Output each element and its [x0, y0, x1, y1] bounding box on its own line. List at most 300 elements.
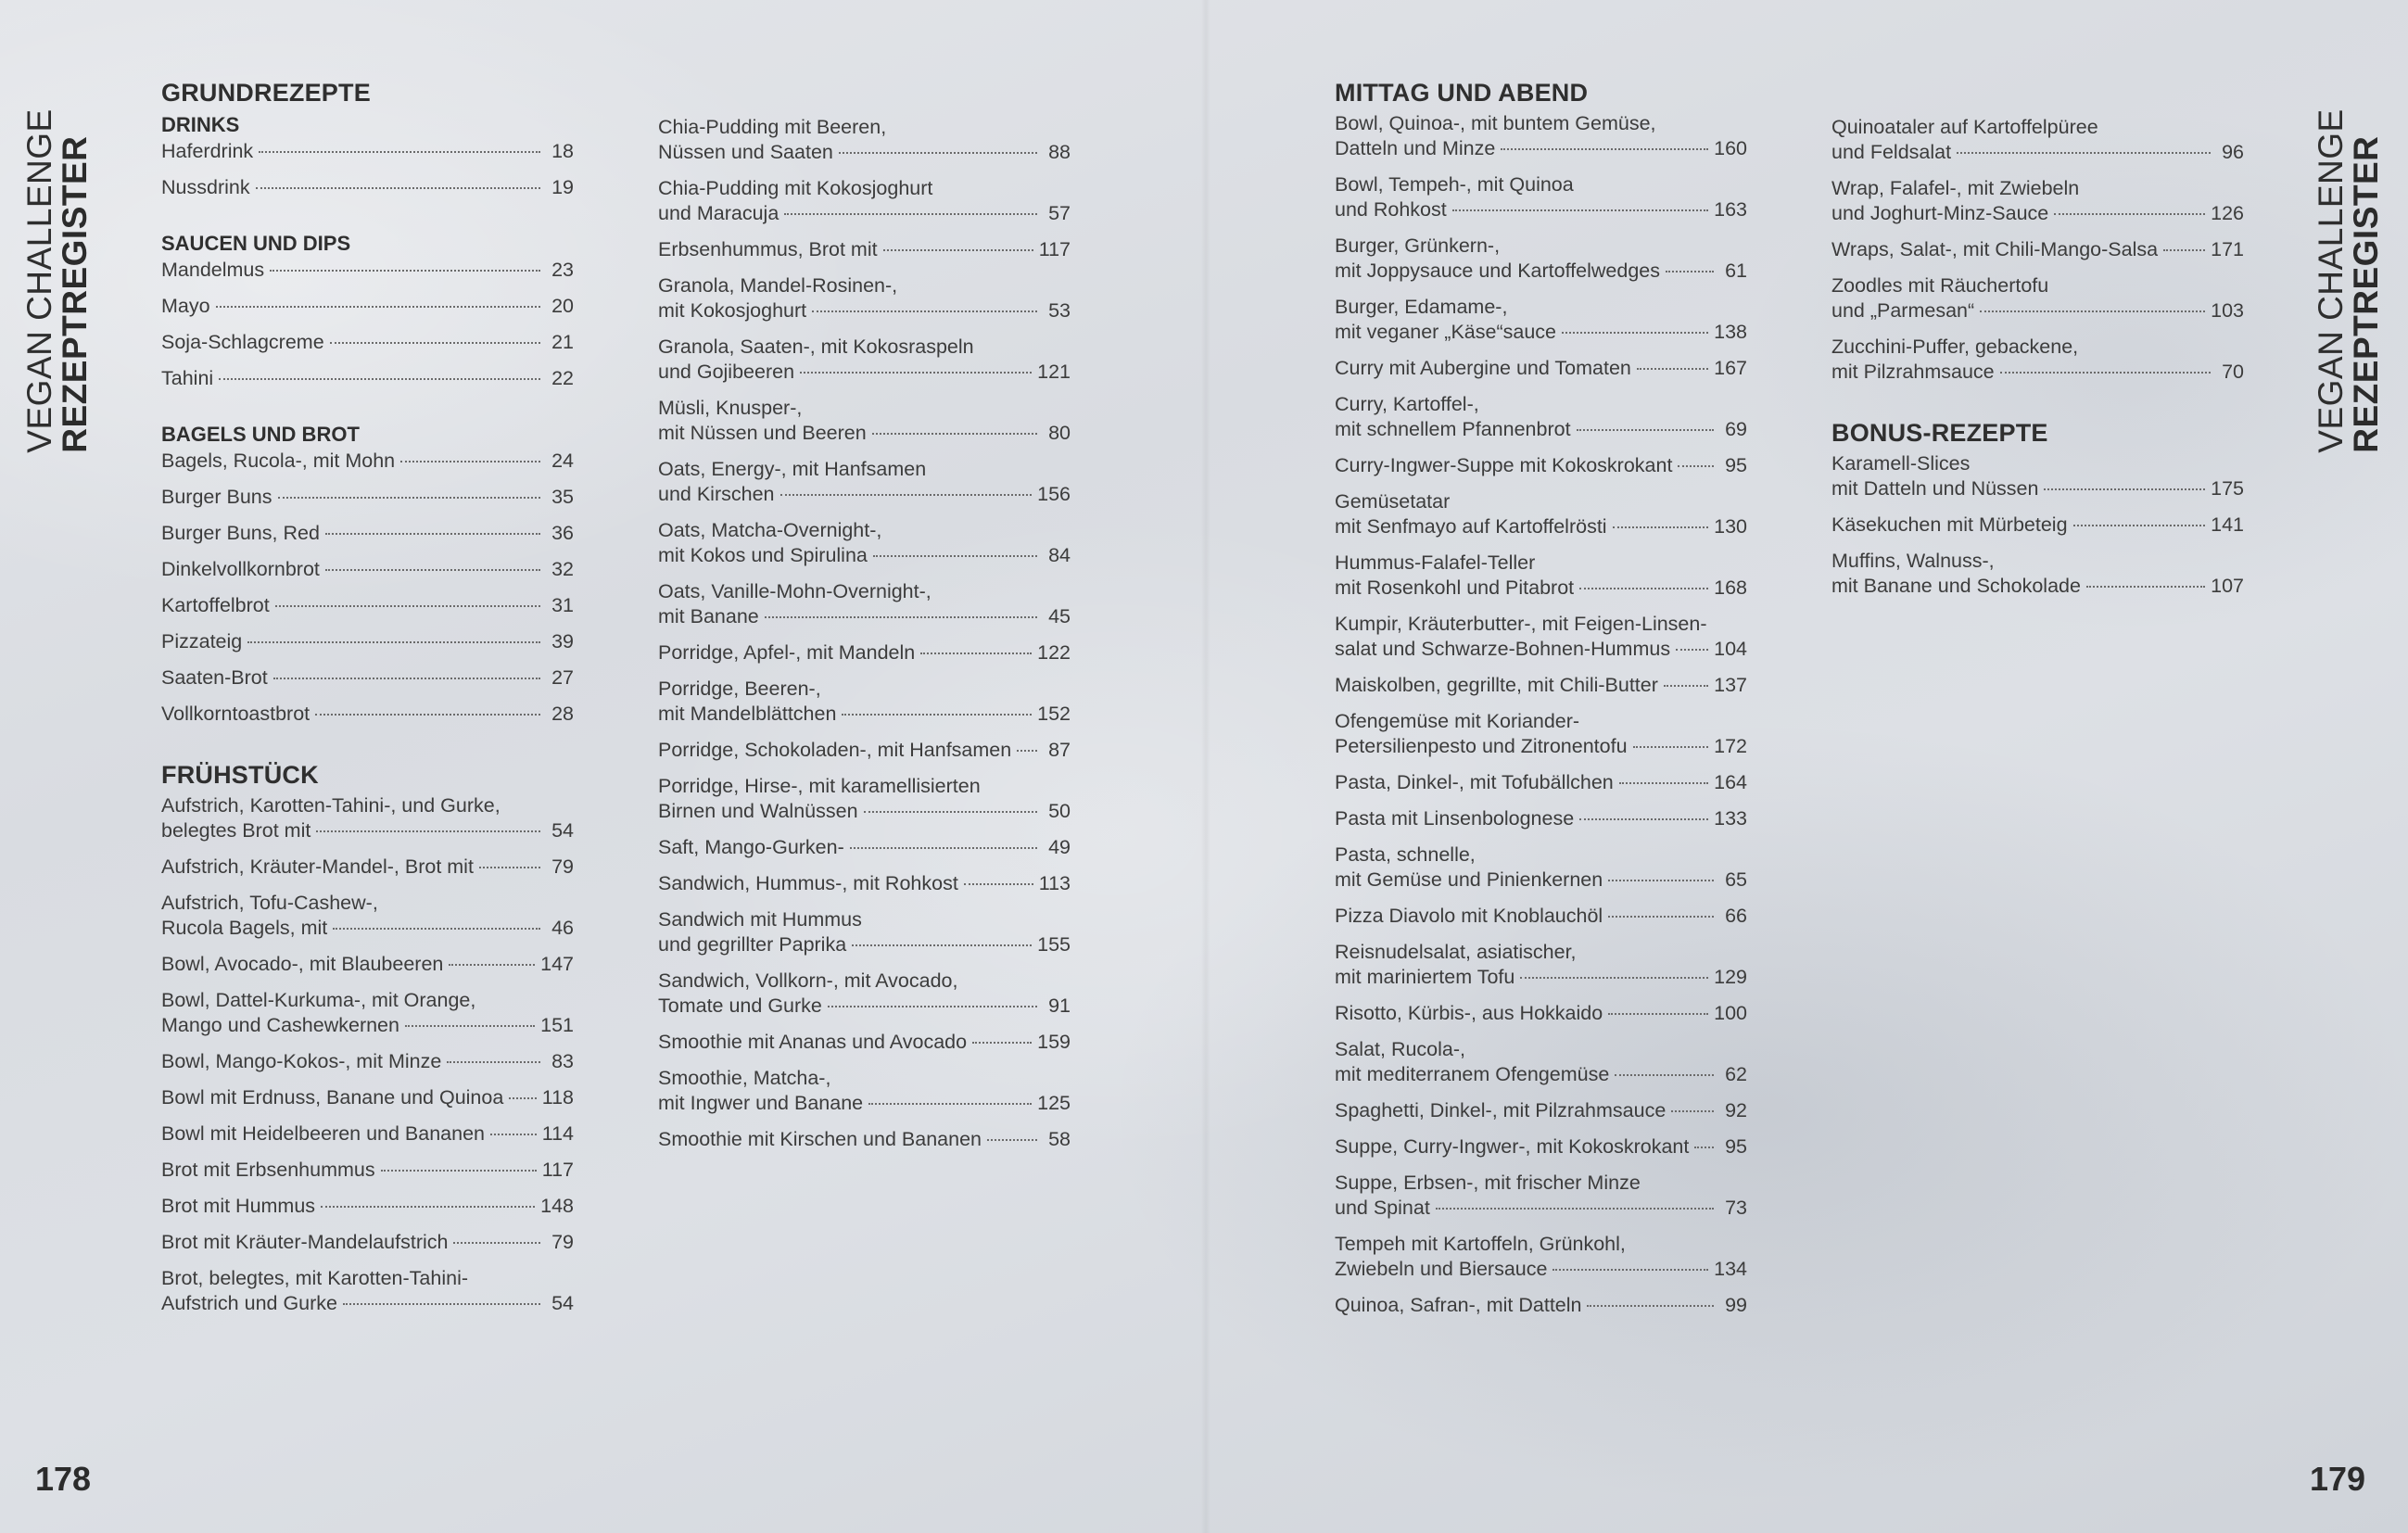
entry-title-line1: Suppe, Erbsen-, mit frischer Minze [1335, 1172, 1641, 1194]
entry-page-number: 121 [1037, 361, 1071, 383]
entry-title: mit Datteln und Nüssen [1831, 477, 2039, 500]
entry-title: Porridge, Apfel-, mit Mandeln [658, 641, 916, 664]
entry-page-number: 19 [551, 176, 574, 198]
entry-title-line1: Quinoataler auf Kartoffelpüree [1831, 116, 2098, 138]
entry-line [658, 1030, 1071, 1055]
entry-title: Smoothie mit Ananas und Avocado [658, 1031, 968, 1053]
entry-line [1335, 637, 1747, 662]
index-entry [1335, 843, 1747, 893]
entry-title: und Rohkost [1335, 198, 1447, 221]
dot-leader [316, 830, 540, 832]
dot-leader [1577, 429, 1714, 431]
dot-leader [330, 342, 540, 344]
entry-title: Pizzateig [161, 630, 243, 652]
entry-title: Dinkelvollkornbrot [161, 558, 320, 580]
entry-title: mit Kokos und Spirulina [658, 544, 868, 566]
dot-leader [1671, 1110, 1714, 1112]
entry-page-number: 118 [541, 1086, 574, 1109]
index-entry [1335, 806, 1747, 831]
index-entry [161, 366, 574, 391]
entry-title: Bowl, Avocado-, mit Blaubeeren [161, 953, 444, 975]
dot-leader [964, 883, 1033, 885]
index-entry [1335, 1171, 1747, 1221]
entry-line [161, 139, 574, 164]
entry-title: mit Gemüse und Pinienkernen [1335, 868, 1603, 891]
entry-line [1335, 1196, 1747, 1221]
entry-list-mittag-cont [1831, 115, 2244, 385]
entry-title-line1: Aufstrich, Tofu-Cashew-, [161, 892, 378, 914]
entry-title: mit mediterranem Ofengemüse [1335, 1063, 1610, 1085]
dot-leader [1957, 152, 2211, 154]
spine-line1: VEGAN CHALLENGE [2312, 108, 2350, 453]
index-entry [1831, 176, 2244, 226]
entry-title: Aufstrich und Gurke [161, 1292, 338, 1314]
entry-line [161, 1121, 574, 1147]
dot-leader [828, 1006, 1037, 1007]
index-entry [658, 335, 1071, 385]
entry-page-number: 95 [1725, 454, 1747, 476]
index-entry [1831, 451, 2244, 501]
index-entry [1335, 673, 1747, 698]
entry-title-line1: Kumpir, Kräuterbutter-, mit Feigen-Linsen- [1335, 613, 1707, 635]
index-entry [161, 1266, 574, 1316]
dot-leader [1501, 148, 1708, 150]
entry-page-number: 27 [551, 666, 574, 689]
dot-leader [278, 497, 540, 499]
entry-title-line1: Oats, Matcha-Overnight-, [658, 519, 882, 541]
entry-title-line1: Aufstrich, Karotten-Tahini-, und Gurke, [161, 794, 501, 817]
dot-leader [219, 378, 540, 380]
entry-page-number: 23 [551, 259, 574, 281]
entry-title: Soja-Schlagcreme [161, 331, 324, 353]
entry-page-number: 61 [1725, 260, 1747, 282]
entry-title: Aufstrich, Kräuter-Mandel-, Brot mit [161, 855, 474, 878]
entry-page-number: 113 [1038, 872, 1071, 894]
index-entry [161, 139, 574, 164]
dot-leader [1553, 1269, 1708, 1271]
index-entry [161, 1158, 574, 1183]
entry-page-number: 138 [1714, 321, 1747, 343]
index-entry [161, 1194, 574, 1219]
entry-line [1831, 476, 2244, 501]
entry-list-bonus [1831, 451, 2244, 599]
entry-title-line1: Wrap, Falafel-, mit Zwiebeln [1831, 177, 2080, 199]
entry-page-number: 160 [1714, 137, 1747, 159]
entry-line [1335, 1257, 1747, 1282]
index-entry [658, 237, 1071, 262]
index-entry [658, 677, 1071, 727]
index-entry [1335, 1232, 1747, 1282]
entry-title: und Feldsalat [1831, 141, 1952, 163]
entry-page-number: 54 [551, 1292, 574, 1314]
entry-list-saucen [161, 258, 574, 391]
dot-leader [2086, 586, 2205, 588]
entry-page-number: 147 [540, 953, 574, 975]
entry-line [1335, 453, 1747, 478]
entry-title-line1: Gemüsetatar [1335, 490, 1451, 513]
entry-line [1335, 259, 1747, 284]
entry-title: Pasta mit Linsenbolognese [1335, 807, 1575, 830]
entry-title-line1: Karamell-Slices [1831, 452, 1971, 475]
entry-title: Brot mit Hummus [161, 1195, 316, 1217]
index-entry [658, 1030, 1071, 1055]
entry-title: Suppe, Curry-Ingwer-, mit Kokoskrokant [1335, 1135, 1690, 1158]
dot-leader [2073, 525, 2206, 526]
section-heading: FRÜHSTÜCK [161, 761, 319, 789]
dot-leader [333, 928, 540, 930]
entry-title-line1: Granola, Mandel-Rosinen-, [658, 274, 898, 297]
entry-page-number: 65 [1725, 868, 1747, 891]
entry-title: Käsekuchen mit Mürbeteig [1831, 513, 2068, 536]
entry-list-mittag [1335, 111, 1747, 1318]
entry-page-number: 80 [1048, 422, 1071, 444]
entry-line [161, 258, 574, 283]
entry-line [658, 543, 1071, 568]
index-entry [161, 855, 574, 880]
entry-line [1831, 513, 2244, 538]
dot-leader [216, 306, 540, 308]
entry-line [658, 738, 1071, 763]
index-entry [1335, 453, 1747, 478]
entry-line [658, 835, 1071, 860]
entry-line [658, 994, 1071, 1019]
section-heading: MITTAG UND ABEND [1335, 79, 1589, 107]
index-entry [1831, 335, 2244, 385]
entry-title: und gegrillter Paprika [658, 933, 847, 956]
entry-line [161, 629, 574, 654]
entry-page-number: 163 [1714, 198, 1747, 221]
dot-leader [1608, 1013, 1708, 1015]
dot-leader [987, 1139, 1037, 1141]
entry-title-line1: Salat, Rucola-, [1335, 1038, 1466, 1060]
dot-leader [275, 605, 540, 607]
entry-title: mit schnellem Pfannenbrot [1335, 418, 1571, 440]
entry-title: Smoothie mit Kirschen und Bananen [658, 1128, 982, 1150]
entry-title: Datteln und Minze [1335, 137, 1496, 159]
entry-line [658, 702, 1071, 727]
entry-title: Spaghetti, Dinkel-, mit Pilzrahmsauce [1335, 1099, 1667, 1121]
entry-page-number: 148 [540, 1195, 574, 1217]
dot-leader [883, 249, 1033, 251]
entry-title: Mayo [161, 295, 210, 317]
dot-leader [1452, 209, 1708, 211]
index-entry [1335, 1037, 1747, 1087]
entry-title: Nüssen und Saaten [658, 141, 833, 163]
entry-line [658, 201, 1071, 226]
entry-title-line1: Muffins, Walnuss-, [1831, 550, 1995, 572]
dot-leader [1615, 1074, 1714, 1076]
entry-line [161, 702, 574, 727]
page-number-left: 178 [35, 1460, 92, 1498]
entry-title: Brot mit Kräuter-Mandelaufstrich [161, 1231, 449, 1253]
dot-leader [920, 652, 1032, 654]
entry-line [1335, 868, 1747, 893]
dot-leader [247, 641, 540, 643]
entry-title: belegtes Brot mit [161, 819, 311, 842]
dot-leader [1619, 782, 1708, 784]
entry-line [1335, 1001, 1747, 1026]
index-entry [1335, 940, 1747, 990]
index-column-1 [161, 74, 574, 1327]
index-entry [161, 258, 574, 283]
entry-line [161, 1194, 574, 1219]
entry-title: Sandwich, Hummus-, mit Rohkost [658, 872, 958, 894]
index-entry [658, 1127, 1071, 1152]
entry-page-number: 36 [551, 522, 574, 544]
entry-line [658, 799, 1071, 824]
index-entry [658, 835, 1071, 860]
entry-title-line1: Ofengemüse mit Koriander- [1335, 710, 1580, 732]
entry-line [1335, 320, 1747, 345]
index-entry [161, 485, 574, 510]
entry-page-number: 70 [2222, 361, 2244, 383]
entry-page-number: 151 [540, 1014, 574, 1036]
entry-line [658, 1127, 1071, 1152]
index-entry [1335, 295, 1747, 345]
index-entry [161, 449, 574, 474]
entry-line [1335, 417, 1747, 442]
dot-leader [1579, 588, 1708, 589]
entry-line [1831, 140, 2244, 165]
entry-page-number: 100 [1714, 1002, 1747, 1024]
entry-page-number: 134 [1714, 1258, 1747, 1280]
index-entry [658, 115, 1071, 165]
entry-title-line1: Chia-Pudding mit Kokosjoghurt [658, 177, 933, 199]
entry-line [1831, 360, 2244, 385]
index-entry [161, 294, 574, 319]
entry-line [1335, 1098, 1747, 1123]
entry-title: mit mariniertem Tofu [1335, 966, 1515, 988]
entry-title: Vollkorntoastbrot [161, 703, 311, 725]
entry-title: Bowl, Mango-Kokos-, mit Minze [161, 1050, 442, 1072]
entry-page-number: 57 [1048, 202, 1071, 224]
dot-leader [1436, 1208, 1714, 1210]
entry-line [1335, 965, 1747, 990]
dot-leader [1694, 1147, 1714, 1148]
entry-title-line1: Burger, Grünkern-, [1335, 234, 1501, 257]
dot-leader [852, 944, 1032, 946]
entry-page-number: 99 [1725, 1294, 1747, 1316]
entry-line [161, 1013, 574, 1038]
entry-page-number: 49 [1048, 836, 1071, 858]
entry-title: mit Senfmayo auf Kartoffelrösti [1335, 515, 1607, 538]
entry-page-number: 35 [551, 486, 574, 508]
dot-leader [864, 811, 1037, 813]
dot-leader [343, 1303, 540, 1305]
entry-line [161, 665, 574, 690]
entry-page-number: 32 [551, 558, 574, 580]
entry-title-line1: Bowl, Tempeh-, mit Quinoa [1335, 173, 1574, 196]
dot-leader [321, 1206, 535, 1208]
entry-title: Mango und Cashewkernen [161, 1014, 399, 1036]
entry-title: mit Banane und Schokolade [1831, 575, 2081, 597]
entry-title: und Kirschen [658, 483, 775, 505]
index-entry [658, 273, 1071, 323]
entry-line [1335, 1062, 1747, 1087]
index-entry [161, 1049, 574, 1074]
dot-leader [1676, 649, 1708, 651]
entry-title-line1: Zucchini-Puffer, gebackene, [1831, 336, 2079, 358]
entry-title: mit Ingwer und Banane [658, 1092, 864, 1114]
dot-leader [1980, 310, 2205, 312]
entry-page-number: 175 [2211, 477, 2244, 500]
entry-line [1335, 904, 1747, 929]
dot-leader [2000, 372, 2211, 374]
entry-line [1831, 574, 2244, 599]
entry-page-number: 137 [1714, 674, 1747, 696]
entry-title: Burger Buns, Red [161, 522, 320, 544]
index-entry [1335, 612, 1747, 662]
entry-line [161, 952, 574, 977]
entry-page-number: 83 [551, 1050, 574, 1072]
index-entry [1335, 770, 1747, 795]
index-entry [658, 1066, 1071, 1116]
entry-page-number: 53 [1048, 299, 1071, 322]
entry-page-number: 117 [1038, 238, 1071, 260]
entry-line [161, 330, 574, 355]
index-entry [161, 330, 574, 355]
entry-title: Burger Buns [161, 486, 272, 508]
entry-page-number: 31 [551, 594, 574, 616]
dot-leader [381, 1170, 537, 1172]
entry-title: Bagels, Rucola-, mit Mohn [161, 450, 396, 472]
entry-page-number: 28 [551, 703, 574, 725]
entry-title: Pizza Diavolo mit Knoblauchöl [1335, 905, 1603, 927]
index-entry [1335, 551, 1747, 601]
entry-title: Pasta, Dinkel-, mit Tofubällchen [1335, 771, 1614, 793]
dot-leader [259, 151, 540, 153]
dot-leader [800, 372, 1032, 374]
entry-title: Curry mit Aubergine und Tomaten [1335, 357, 1631, 379]
index-entry [658, 969, 1071, 1019]
entry-title: Nussdrink [161, 176, 250, 198]
entry-title: mit veganer „Käse“sauce [1335, 321, 1556, 343]
entry-line [161, 521, 574, 546]
index-entry [1831, 237, 2244, 262]
entry-page-number: 79 [551, 855, 574, 878]
entry-title-line1: Reisnudelsalat, asiatischer, [1335, 941, 1577, 963]
dot-leader [1613, 526, 1709, 528]
entry-title: Tahini [161, 367, 214, 389]
dot-leader [447, 1061, 540, 1063]
entry-line [161, 818, 574, 843]
entry-title-line1: Granola, Saaten-, mit Kokosraspeln [658, 336, 974, 358]
index-entry [658, 640, 1071, 665]
entry-line [658, 140, 1071, 165]
entry-line [161, 1291, 574, 1316]
entry-page-number: 91 [1048, 995, 1071, 1017]
entry-title: und Joghurt-Minz-Sauce [1831, 202, 2049, 224]
entry-title: mit Nüssen und Beeren [658, 422, 867, 444]
entry-page-number: 88 [1048, 141, 1071, 163]
dot-leader [273, 678, 540, 679]
entry-page-number: 107 [2211, 575, 2244, 597]
index-entry [161, 629, 574, 654]
entry-page-number: 18 [551, 140, 574, 162]
entry-line [161, 916, 574, 941]
entry-page-number: 73 [1725, 1197, 1747, 1219]
dot-leader [868, 1103, 1032, 1105]
entry-list-bagels [161, 449, 574, 727]
entry-line [1831, 237, 2244, 262]
index-entry [1335, 1001, 1747, 1026]
entry-page-number: 171 [2211, 238, 2244, 260]
index-entry [1335, 172, 1747, 222]
entry-title: und „Parmesan“ [1831, 299, 1975, 322]
dot-leader [839, 152, 1037, 154]
dot-leader [872, 433, 1037, 435]
entry-page-number: 96 [2222, 141, 2244, 163]
entry-title-line1: Curry, Kartoffel-, [1335, 393, 1479, 415]
subsection-heading: BAGELS UND BROT [161, 423, 360, 446]
dot-leader [1017, 750, 1037, 752]
entry-line [658, 604, 1071, 629]
entry-page-number: 46 [551, 917, 574, 939]
entry-page-number: 159 [1037, 1031, 1071, 1053]
index-entry [1335, 709, 1747, 759]
entry-page-number: 130 [1714, 515, 1747, 538]
index-entry [161, 1121, 574, 1147]
entry-page-number: 95 [1725, 1135, 1747, 1158]
dot-leader [1637, 368, 1708, 370]
dot-leader [784, 213, 1037, 215]
entry-title-line1: Sandwich mit Hummus [658, 908, 862, 931]
dot-leader [509, 1097, 536, 1099]
entry-title-line1: Oats, Energy-, mit Hanfsamen [658, 458, 927, 480]
entry-line [658, 1091, 1071, 1116]
entry-line [658, 298, 1071, 323]
entry-line [658, 360, 1071, 385]
index-entry [161, 1085, 574, 1110]
entry-line [161, 485, 574, 510]
entry-title: Risotto, Kürbis-, aus Hokkaido [1335, 1002, 1603, 1024]
entry-page-number: 164 [1714, 771, 1747, 793]
index-entry [161, 952, 574, 977]
spine-line1: VEGAN CHALLENGE [20, 108, 58, 453]
entry-page-number: 155 [1037, 933, 1071, 956]
entry-line [161, 175, 574, 200]
entry-title-line1: Sandwich, Vollkorn-, mit Avocado, [658, 969, 958, 992]
entry-title: mit Rosenkohl und Pitabrot [1335, 576, 1575, 599]
entry-title-line1: Hummus-Falafel-Teller [1335, 551, 1536, 574]
entry-title-line1: Burger, Edamame-, [1335, 296, 1508, 318]
entry-line [1335, 770, 1747, 795]
spine-line2: REZEPTREGISTER [2347, 135, 2385, 453]
entry-page-number: 156 [1037, 483, 1071, 505]
entry-page-number: 103 [2211, 299, 2244, 322]
entry-title: Curry-Ingwer-Suppe mit Kokoskrokant [1335, 454, 1673, 476]
entry-title-line1: Müsli, Knusper-, [658, 397, 803, 419]
entry-line [1831, 298, 2244, 323]
dot-leader [1520, 977, 1708, 979]
dot-leader [449, 964, 535, 966]
index-entry [658, 518, 1071, 568]
index-column-2 [658, 115, 1071, 1163]
entry-line [161, 1158, 574, 1183]
entry-title: und Gojibeeren [658, 361, 795, 383]
index-entry [161, 521, 574, 546]
entry-title: mit Joppysauce und Kartoffelwedges [1335, 260, 1660, 282]
entry-title: Haferdrink [161, 140, 254, 162]
entry-title-line1: Brot, belegtes, mit Karotten-Tahini- [161, 1267, 469, 1289]
dot-leader [1579, 818, 1708, 820]
entry-page-number: 92 [1725, 1099, 1747, 1121]
spine-title-right [2302, 109, 2395, 452]
dot-leader [873, 555, 1037, 557]
index-entry [161, 665, 574, 690]
index-entry [161, 891, 574, 941]
entry-title: Mandelmus [161, 259, 265, 281]
